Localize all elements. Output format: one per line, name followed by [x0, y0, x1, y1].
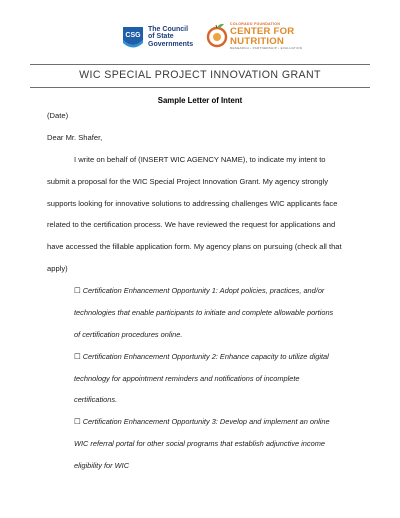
- body-line: supports looking for innovative solutions to addressing challenges WIC applicants face: [47, 199, 338, 208]
- csg-line2: of State: [148, 33, 174, 41]
- option-2-line1: Certification Enhancement Opportunity 2: Enhance capacity to utilize digital: [82, 352, 329, 361]
- option-2-line2: technology for appointment reminders and notifications of incomplete: [74, 374, 300, 383]
- cfn-logo: [206, 22, 302, 51]
- top-divider: [30, 64, 370, 65]
- date-line: (Date): [47, 111, 69, 120]
- csg-wordmark: [148, 26, 193, 48]
- cfn-top-text: COLORADO FOUNDATION: [230, 22, 281, 26]
- option-3-line1: Certification Enhancement Opportunity 3: Develop and implement an online: [82, 417, 330, 426]
- option-1-line1: Certification Enhancement Opportunity 1: Adopt policies, practices, and/or: [82, 286, 325, 295]
- grant-title: WIC SPECIAL PROJECT INNOVATION GRANT: [79, 69, 321, 81]
- cfn-tagline: RESEARCH • PARTNERSHIP • EVALUATION: [230, 46, 303, 51]
- option-1: [74, 286, 324, 295]
- option-2: [74, 352, 329, 361]
- apple-icon: [206, 22, 228, 48]
- bottom-divider: [30, 87, 370, 88]
- csg-line1: The Council: [148, 26, 189, 33]
- header-logos: [0, 22, 400, 62]
- option-3-checkbox[interactable]: ☐: [74, 417, 81, 426]
- option-3-line2: WIC referral portal for other social programs that establish adjunctive income: [74, 439, 325, 448]
- csg-badge-icon: [122, 26, 144, 50]
- option-1-line2: technologies that enable participants to initiate and complete allowable portions: [74, 308, 334, 317]
- cfn-wordmark: [230, 22, 302, 51]
- option-2-line3: certifications.: [74, 395, 118, 404]
- csg-badge-text: CSG: [125, 32, 141, 39]
- csg-line3: Governments: [148, 40, 194, 48]
- option-1-checkbox[interactable]: ☐: [74, 286, 81, 295]
- body-line: apply): [47, 264, 68, 273]
- body-line: I write on behalf of (INSERT WIC AGENCY NAME), to indicate my intent to: [74, 155, 326, 164]
- body-line: have accessed the fillable application form. My agency plans on pursuing (check all that: [47, 242, 342, 251]
- body-line: related to the certification process. We have reviewed the request for applications and: [47, 220, 336, 229]
- cfn-line1: CENTER FOR: [230, 26, 295, 37]
- cfn-line2: NUTRITION: [230, 35, 285, 47]
- option-3: [74, 417, 330, 426]
- csg-logo: [122, 26, 193, 50]
- salutation: Dear Mr. Shafer,: [47, 133, 103, 142]
- option-3-line3: eligibility for WIC: [74, 461, 130, 470]
- body-line: submit a proposal for the WIC Special Project Innovation Grant. My agency strongly: [47, 177, 329, 186]
- option-2-checkbox[interactable]: ☐: [74, 352, 81, 361]
- option-1-line3: of certification procedures online.: [74, 330, 183, 339]
- document-title: Sample Letter of Intent: [157, 96, 243, 105]
